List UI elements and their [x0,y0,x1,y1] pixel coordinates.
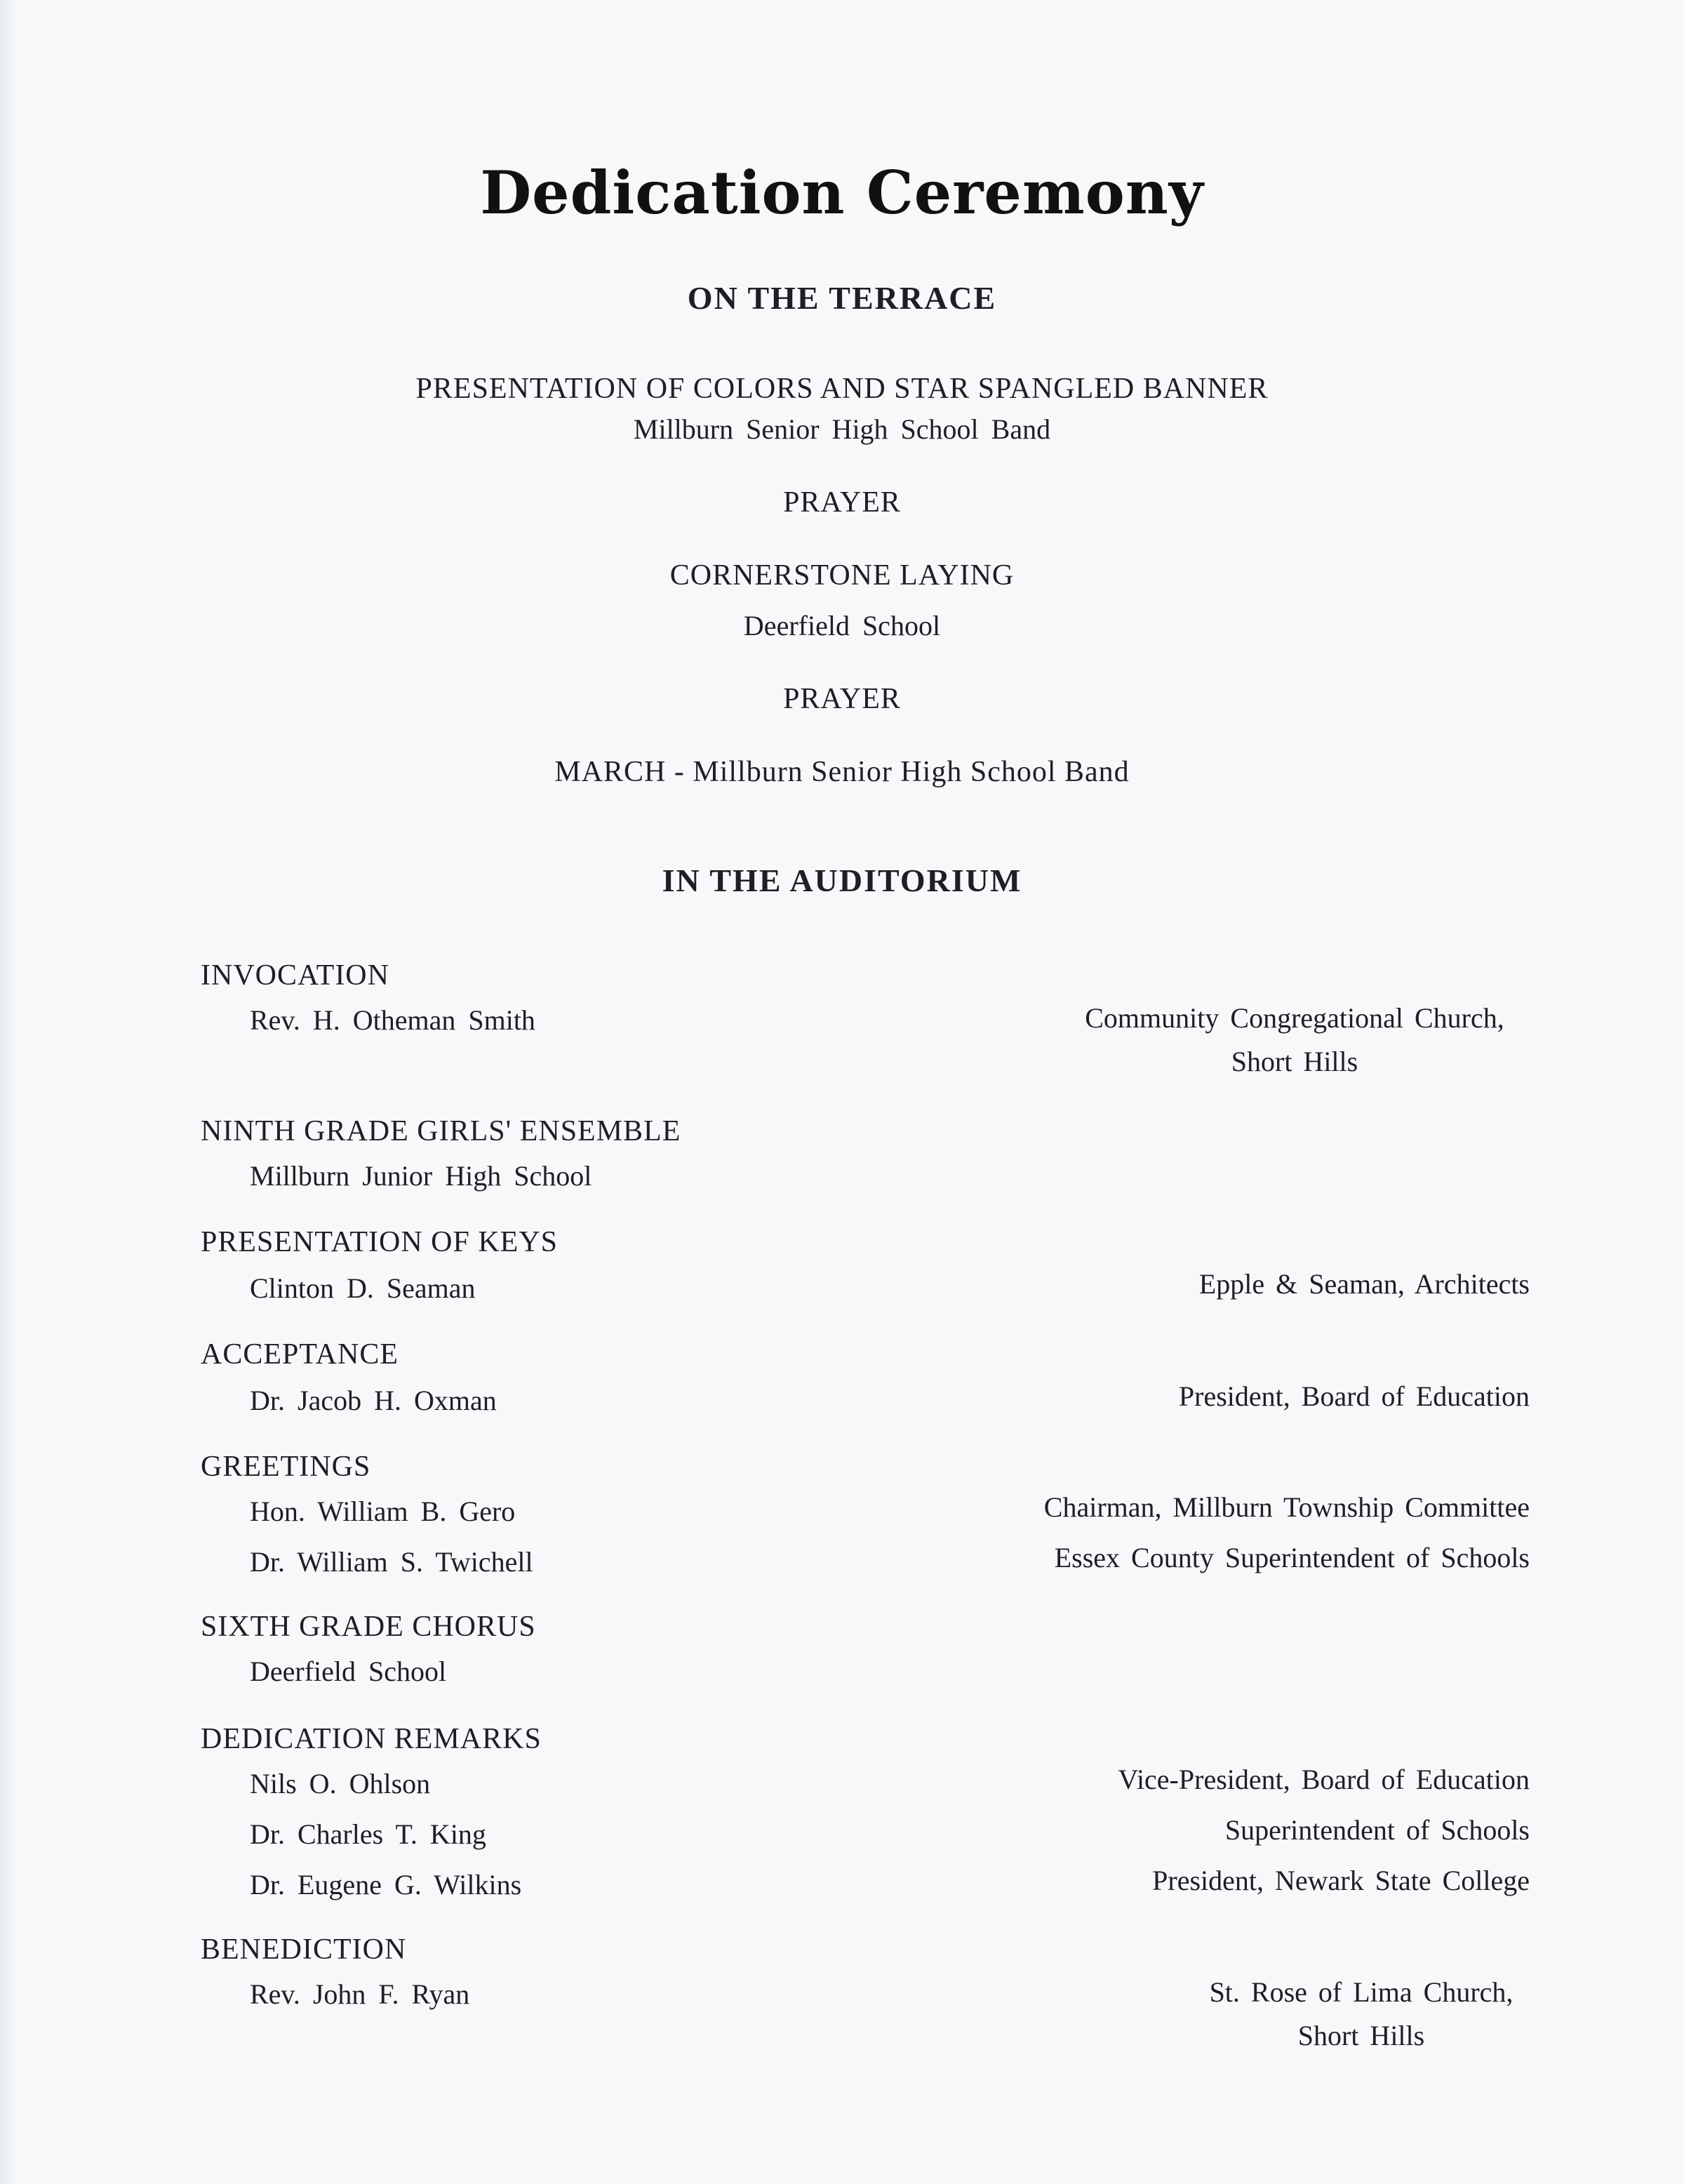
terrace-item-title: MARCH - Millburn Senior High School Band [554,756,1130,788]
role-line: Community Congregational Church, [1085,1002,1504,1034]
role-line: Short Hills [1231,1046,1358,1077]
program-item-title: INVOCATION [201,959,389,992]
participant-role: Essex County Superintendent of Schools [1054,1542,1530,1573]
participant-role: Vice-President, Board of Education [1118,1764,1530,1795]
participant-role: President, Board of Education [1178,1380,1530,1412]
participant-role: Superintendent of Schools [1224,1814,1530,1846]
role-line: Short Hills [1297,2020,1425,2051]
terrace-item-title: PRAYER [783,486,901,519]
participant-name: Clinton D. Seaman [250,1272,476,1304]
participant-role: Epple & Seaman, Architects [1198,1268,1530,1300]
page-fold-shadow [0,0,15,2184]
role-line: St. Rose of Lima Church, [1209,1976,1513,2008]
participant-role: Chairman, Millburn Township Committee [1043,1491,1530,1523]
terrace-item-sub: Deerfield School [743,610,941,641]
page-title: Dedication Ceremony [480,158,1204,227]
terrace-item-title: PRAYER [783,683,901,715]
terrace-item-title: PRESENTATION OF COLORS AND STAR SPANGLED BANNER [415,373,1269,405]
terrace-item-title: CORNERSTONE LAYING [669,559,1015,592]
participant-name: Dr. Eugene G. Wilkins [250,1869,522,1900]
program-item-title: SIXTH GRADE CHORUS [201,1611,536,1643]
program-item-title: ACCEPTANCE [201,1338,399,1371]
program-item-title: GREETINGS [201,1451,371,1483]
participant-name: Dr. William S. Twichell [250,1546,533,1578]
participant-role [1151,1971,1572,2058]
participant-name: Dr. Jacob H. Oxman [250,1385,497,1416]
program-item-title: PRESENTATION OF KEYS [201,1226,559,1258]
participant-name: Millburn Junior High School [250,1160,592,1192]
program-item-title: NINTH GRADE GIRLS' ENSEMBLE [201,1115,681,1147]
participant-role [1060,997,1530,1084]
participant-name: Deerfield School [250,1656,447,1687]
participant-role: President, Newark State College [1152,1865,1530,1896]
terrace-item-sub: Millburn Senior High School Band [633,413,1051,445]
terrace-heading: ON THE TERRACE [687,280,997,316]
auditorium-heading: IN THE AUDITORIUM [662,863,1022,898]
participant-name: Rev. H. Otheman Smith [250,1004,535,1036]
participant-name: Nils O. Ohlson [250,1768,431,1799]
program-item-title: BENEDICTION [201,1933,407,1966]
participant-name: Rev. John F. Ryan [250,1978,470,2010]
program-item-title: DEDICATION REMARKS [201,1723,542,1755]
participant-name: Dr. Charles T. King [250,1818,486,1850]
participant-name: Hon. William B. Gero [250,1496,516,1527]
